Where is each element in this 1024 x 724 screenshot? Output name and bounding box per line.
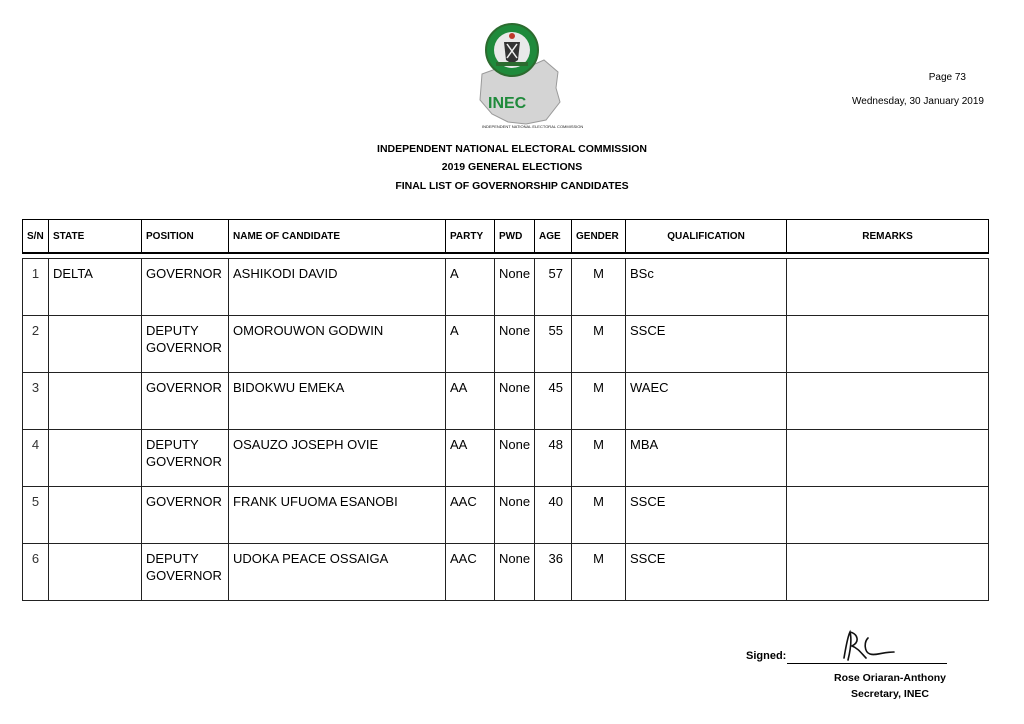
- cell-remarks: [787, 544, 989, 601]
- cell-state: [49, 487, 142, 544]
- cell-name: BIDOKWU EMEKA: [229, 373, 446, 430]
- cell-state: [49, 544, 142, 601]
- cell-qualification: WAEC: [626, 373, 787, 430]
- col-header-qualification: QUALIFICATION: [626, 220, 787, 254]
- logo-caption: INDEPENDENT NATIONAL ELECTORAL COMMISSION: [482, 124, 584, 129]
- cell-position: DEPUTY GOVERNOR: [142, 316, 229, 373]
- cell-state: [49, 373, 142, 430]
- cell-pwd: None: [495, 373, 535, 430]
- signed-label: Signed:: [746, 650, 787, 662]
- print-date: Wednesday, 30 January 2019: [852, 96, 984, 107]
- cell-qualification: BSc: [626, 259, 787, 316]
- cell-position: GOVERNOR: [142, 487, 229, 544]
- cell-pwd: None: [495, 544, 535, 601]
- commission-title: INDEPENDENT NATIONAL ELECTORAL COMMISSION: [377, 143, 647, 155]
- cell-pwd: None: [495, 316, 535, 373]
- cell-age: 48: [535, 430, 572, 487]
- cell-age: 45: [535, 373, 572, 430]
- col-header-age: AGE: [535, 220, 572, 254]
- cell-remarks: [787, 373, 989, 430]
- cell-age: 36: [535, 544, 572, 601]
- cell-position: DEPUTY GOVERNOR: [142, 430, 229, 487]
- cell-remarks: [787, 487, 989, 544]
- cell-sn: 1: [23, 259, 49, 316]
- table-row: [23, 487, 989, 544]
- cell-name: ASHIKODI DAVID: [229, 259, 446, 316]
- cell-state: [49, 430, 142, 487]
- cell-name: UDOKA PEACE OSSAIGA: [229, 544, 446, 601]
- logo-text: INEC: [488, 95, 527, 112]
- col-header-position: POSITION: [142, 220, 229, 254]
- signer-title: Secretary, INEC: [850, 688, 929, 700]
- cell-name: FRANK UFUOMA ESANOBI: [229, 487, 446, 544]
- cell-party: A: [446, 259, 495, 316]
- cell-qualification: SSCE: [626, 487, 787, 544]
- col-header-gender: GENDER: [572, 220, 626, 254]
- cell-name: OMOROUWON GODWIN: [229, 316, 446, 373]
- cell-qualification: SSCE: [626, 316, 787, 373]
- cell-name: OSAUZO JOSEPH OVIE: [229, 430, 446, 487]
- table-row: [23, 373, 989, 430]
- cell-party: AAC: [446, 487, 495, 544]
- col-header-state: STATE: [49, 220, 142, 254]
- election-title: 2019 GENERAL ELECTIONS: [441, 161, 583, 173]
- cell-sn: 3: [23, 373, 49, 430]
- cell-gender: M: [572, 487, 626, 544]
- signer-block: [790, 670, 990, 702]
- cell-age: 57: [535, 259, 572, 316]
- cell-age: 55: [535, 316, 572, 373]
- table-row: [23, 544, 989, 601]
- cell-party: A: [446, 316, 495, 373]
- table-header-row: [23, 220, 989, 254]
- cell-pwd: None: [495, 487, 535, 544]
- cell-party: AAC: [446, 544, 495, 601]
- handwritten-signature: [838, 628, 898, 664]
- cell-party: AA: [446, 430, 495, 487]
- cell-gender: M: [572, 316, 626, 373]
- cell-remarks: [787, 259, 989, 316]
- page-number: Page 73: [928, 72, 966, 83]
- cell-sn: 4: [23, 430, 49, 487]
- table-row: [23, 316, 989, 373]
- cell-state: DELTA: [49, 259, 142, 316]
- cell-pwd: None: [495, 430, 535, 487]
- table-row: [23, 259, 989, 316]
- cell-sn: 2: [23, 316, 49, 373]
- cell-remarks: [787, 316, 989, 373]
- cell-gender: M: [572, 430, 626, 487]
- cell-age: 40: [535, 487, 572, 544]
- cell-party: AA: [446, 373, 495, 430]
- cell-sn: 6: [23, 544, 49, 601]
- col-header-pwd: PWD: [495, 220, 535, 254]
- cell-gender: M: [572, 544, 626, 601]
- table-row: [23, 430, 989, 487]
- col-header-party: PARTY: [446, 220, 495, 254]
- cell-gender: M: [572, 373, 626, 430]
- col-header-sn: S/N: [23, 220, 49, 254]
- cell-state: [49, 316, 142, 373]
- candidates-table: [22, 219, 989, 601]
- cell-remarks: [787, 430, 989, 487]
- signer-name: Rose Oriaran-Anthony: [833, 672, 946, 684]
- cell-qualification: SSCE: [626, 544, 787, 601]
- cell-qualification: MBA: [626, 430, 787, 487]
- col-header-remarks: REMARKS: [787, 220, 989, 254]
- cell-pwd: None: [495, 259, 535, 316]
- inec-logo: [474, 22, 584, 140]
- cell-sn: 5: [23, 487, 49, 544]
- cell-position: GOVERNOR: [142, 259, 229, 316]
- cell-position: GOVERNOR: [142, 373, 229, 430]
- cell-position: DEPUTY GOVERNOR: [142, 544, 229, 601]
- cell-gender: M: [572, 259, 626, 316]
- col-header-name: NAME OF CANDIDATE: [229, 220, 446, 254]
- list-title: FINAL LIST OF GOVERNORSHIP CANDIDATES: [395, 180, 629, 192]
